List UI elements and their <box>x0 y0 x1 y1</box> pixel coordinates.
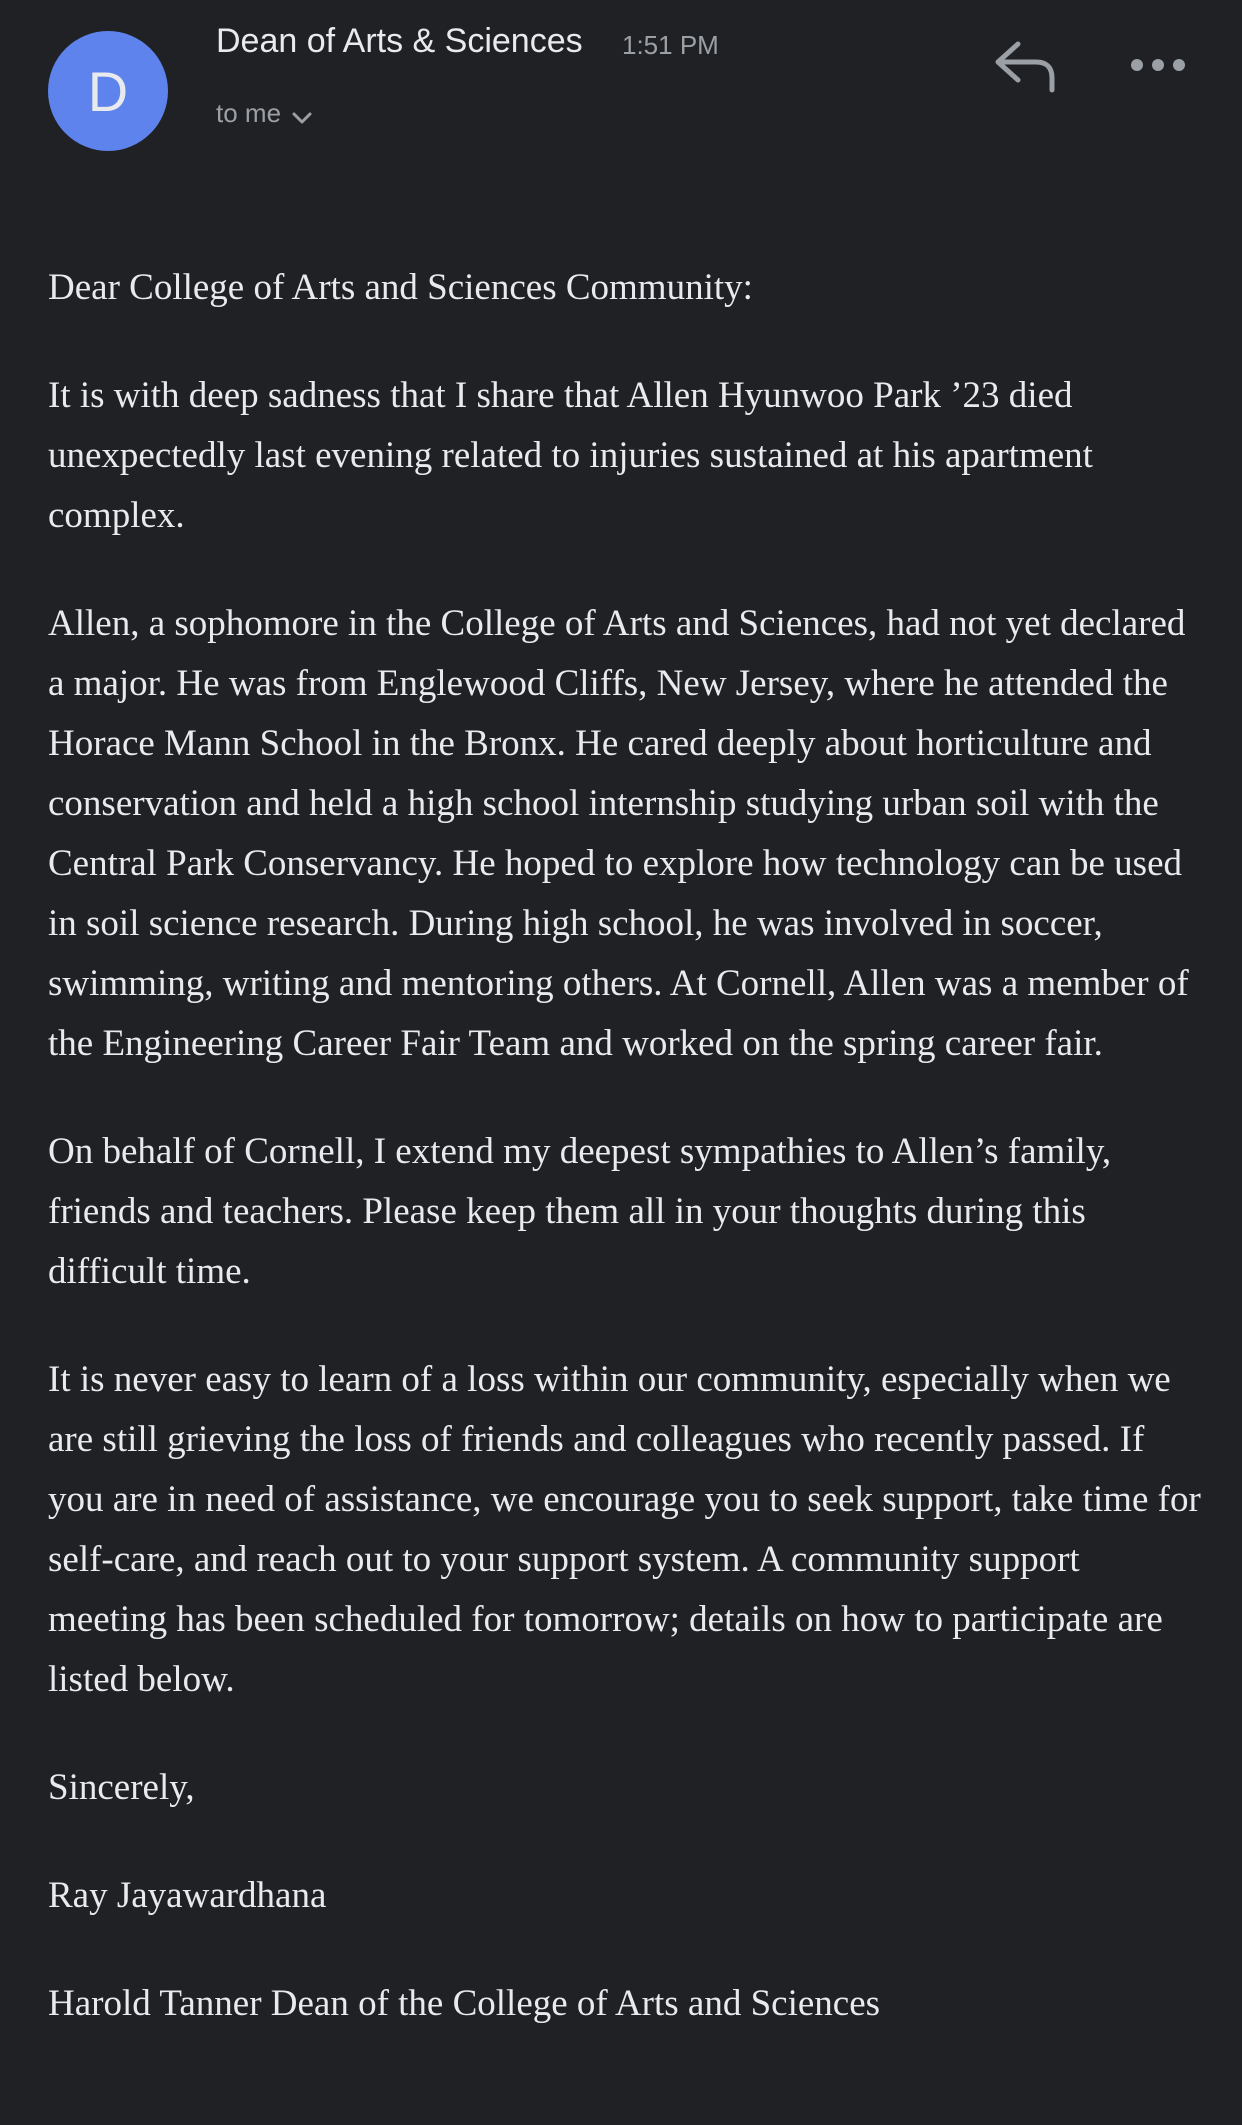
email-paragraph: On behalf of Cornell, I extend my deepest sympathies to Allen’s family, friends and teachers. Please keep them all in your thoughts during this difficult time. <box>48 1131 1112 1292</box>
more-options-icon <box>1128 50 1188 80</box>
email-paragraph: It is never easy to learn of a loss within our community, especially when we are still grieving the loss of friends and colleagues who recently passed. If you are in need of assistance, we encourage you to seek support, take time for self-care, and reach out to your support system. A community support meeting has been scheduled for tomorrow; details on how to participate are listed below. <box>48 1359 1201 1700</box>
reply-button[interactable] <box>992 38 1060 96</box>
recipient-toggle[interactable] <box>216 98 313 129</box>
email-signoff: Sincerely, <box>48 1767 195 1808</box>
chevron-down-icon <box>291 107 313 129</box>
email-body <box>48 258 1208 2082</box>
email-header <box>0 0 1242 160</box>
avatar-letter: D <box>87 59 129 123</box>
reply-icon <box>992 38 1060 96</box>
timestamp: 1:51 PM <box>622 30 719 60</box>
signature-title: Harold Tanner Dean of the College of Arts and Sciences <box>48 1983 881 2024</box>
signature-name: Ray Jayawardhana <box>48 1875 327 1916</box>
email-paragraph: It is with deep sadness that I share that Allen Hyunwoo Park ’23 died unexpectedly last evening related to injuries sustained at his apartment complex. <box>48 375 1093 536</box>
email-greeting: Dear College of Arts and Sciences Community: <box>48 267 753 308</box>
recipient-label: to me <box>216 98 282 128</box>
avatar[interactable] <box>48 31 168 151</box>
more-options-button[interactable] <box>1128 50 1188 80</box>
sender-name[interactable]: Dean of Arts & Sciences <box>216 22 583 60</box>
email-paragraph: Allen, a sophomore in the College of Arts and Sciences, had not yet declared a major. He was from Englewood Cliffs, New Jersey, where he attended the Horace Mann School in the Bronx. He cared deeply about horticulture and conservation and held a high school internship studying urban soil with the Central Park Conservancy. He hoped to explore how technology can be used in soil science research. During high school, he was involved in soccer, swimming, writing and mentoring others. At Cornell, Allen was a member of the Engineering Career Fair Team and worked on the spring career fair. <box>48 603 1189 1064</box>
